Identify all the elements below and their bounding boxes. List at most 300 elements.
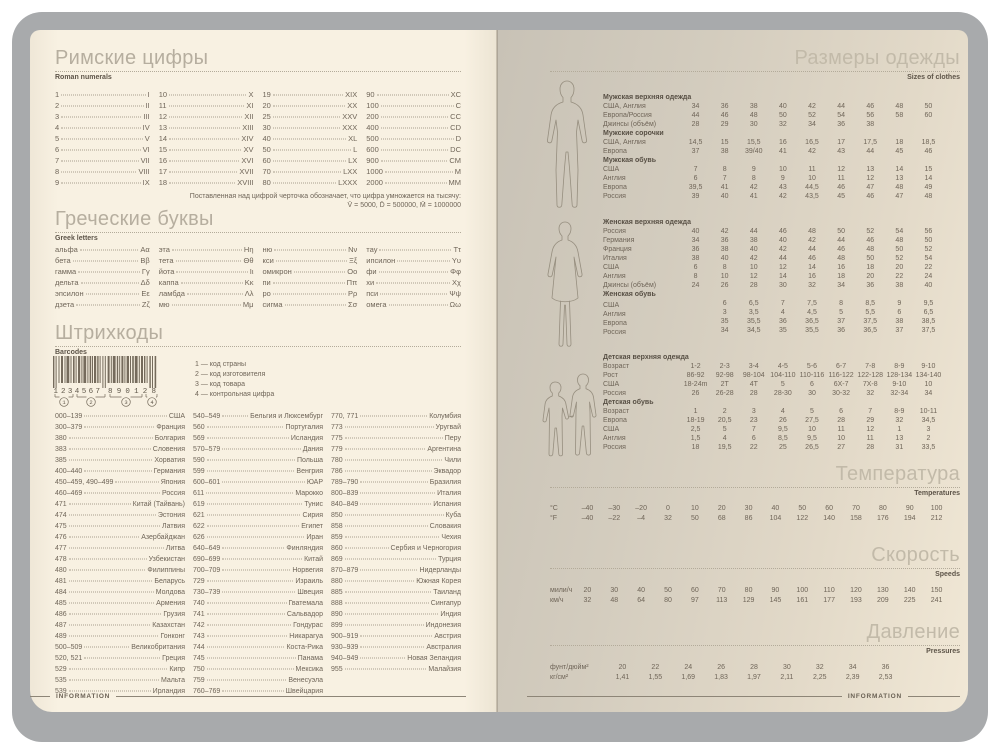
- greek-row: [159, 289, 254, 300]
- country-code: 626: [193, 534, 205, 541]
- size-value: 36: [778, 318, 787, 325]
- left-page-footer: [30, 693, 466, 700]
- footer-line: [30, 696, 50, 697]
- roman-row: [55, 123, 150, 134]
- women-sizes-table: [603, 219, 943, 336]
- roman-row: [366, 156, 461, 167]
- size-row: [603, 237, 943, 246]
- country-name: Никарагуа: [289, 633, 323, 640]
- country-name: Индия: [440, 611, 461, 618]
- size-value: 40: [720, 255, 729, 262]
- size-value: 12: [866, 426, 875, 433]
- size-row-values: [681, 237, 943, 244]
- letter-name: йота: [158, 267, 175, 276]
- roman-number: XII: [244, 112, 254, 121]
- roman-row: [263, 134, 358, 145]
- roman-row: [366, 112, 461, 123]
- country-code: 729: [193, 578, 205, 585]
- dot-leader: [345, 427, 434, 428]
- roman-row: [366, 167, 461, 178]
- country-row: [193, 424, 323, 435]
- roman-row: [366, 145, 461, 156]
- arabic-number: 3: [55, 112, 60, 121]
- size-row: [603, 193, 943, 202]
- letter-glyphs: Θθ: [243, 256, 254, 265]
- dot-leader: [206, 493, 293, 494]
- country-row: [193, 677, 323, 688]
- row-values: [574, 597, 950, 604]
- country-code: 500–509: [55, 644, 83, 651]
- size-row-label: США, Англия: [603, 139, 646, 146]
- country-code: 779: [331, 446, 343, 453]
- barcode-legend-item: 3 — код товара: [195, 381, 246, 388]
- country-row: [331, 611, 461, 622]
- size-value: 5: [810, 408, 814, 415]
- size-value: 110-116: [799, 372, 825, 379]
- size-value: 28: [691, 121, 700, 128]
- size-value: 35: [720, 318, 729, 325]
- value: 34: [848, 664, 857, 671]
- size-value: 38: [866, 121, 875, 128]
- arabic-number: 10: [158, 90, 168, 99]
- country-code: 520, 521: [55, 655, 83, 662]
- country-name: Аргентина: [427, 446, 461, 453]
- country-name: Эквадор: [433, 468, 461, 475]
- size-row: [603, 228, 943, 237]
- value: 80: [878, 505, 887, 512]
- country-row: [55, 413, 185, 424]
- country-code: 489: [55, 633, 67, 640]
- size-value: 46: [837, 184, 845, 191]
- size-value: 14: [895, 166, 904, 173]
- size-row-values: [681, 255, 943, 262]
- size-value: 38: [691, 255, 700, 262]
- country-code: 745: [193, 655, 205, 662]
- dot-leader: [380, 294, 447, 295]
- value: 1,83: [714, 673, 728, 681]
- country-name: Перу: [444, 435, 461, 442]
- size-value: 12: [749, 273, 758, 280]
- value: –40: [581, 514, 594, 522]
- size-row-label: Англия: [603, 175, 626, 182]
- country-name: Сербия и Черногория: [390, 545, 461, 552]
- country-code: 741: [193, 611, 205, 618]
- size-value: 6-7: [836, 363, 847, 370]
- dot-leader: [360, 647, 424, 648]
- country-row: [331, 666, 461, 677]
- letter-name: фи: [366, 267, 377, 276]
- value: 80: [664, 596, 672, 604]
- greek-row: [55, 256, 150, 267]
- roman-number: XIV: [241, 134, 254, 143]
- letter-glyphs: Ηη: [243, 245, 254, 254]
- size-value: 45: [837, 193, 845, 200]
- size-row-label: Англия: [603, 435, 626, 442]
- size-value: 12: [866, 175, 875, 182]
- size-row-label: Россия: [603, 193, 626, 200]
- country-name: Южная Корея: [416, 578, 461, 585]
- value: 1,55: [648, 673, 663, 681]
- roman-note-line1: Поставленная над цифрой черточка обозначает, что цифра умножается на тысячу:: [189, 193, 461, 200]
- dot-leader: [169, 139, 239, 140]
- country-name: Гондурас: [293, 622, 323, 629]
- size-value: 44: [866, 148, 875, 155]
- country-name: Чехия: [441, 534, 461, 541]
- country-name: Латвия: [162, 523, 185, 530]
- country-name: Великобритания: [131, 644, 185, 651]
- size-value: 22: [749, 444, 758, 451]
- value: 90: [905, 505, 914, 512]
- size-value: 39/40: [745, 148, 763, 155]
- arabic-number: 70: [262, 167, 271, 176]
- country-row: [193, 622, 323, 633]
- country-row: [55, 545, 185, 556]
- size-value: 11: [808, 166, 816, 173]
- roman-row: [55, 90, 150, 101]
- dot-leader: [222, 691, 283, 692]
- country-row: [55, 677, 185, 688]
- dot-leader: [84, 427, 154, 428]
- letter-glyphs: Ρρ: [347, 289, 358, 298]
- country-code: 600–601: [193, 479, 221, 486]
- size-value: 4,5: [807, 309, 817, 316]
- value: 60: [825, 505, 834, 512]
- size-row-label: США: [603, 302, 620, 309]
- size-row: [603, 148, 943, 157]
- arabic-number: 13: [158, 123, 168, 132]
- size-value: 44: [837, 237, 845, 244]
- letter-glyphs: Εε: [141, 289, 150, 298]
- size-row-values: [681, 166, 943, 173]
- value: 158: [850, 514, 862, 522]
- dot-leader: [273, 95, 343, 96]
- size-value: 32: [808, 282, 816, 289]
- dot-leader: [222, 416, 248, 417]
- roman-number: IV: [142, 123, 150, 132]
- dot-leader: [273, 117, 340, 118]
- size-value: 28: [866, 444, 875, 451]
- dot-leader: [207, 647, 285, 648]
- size-value: 34: [691, 237, 700, 244]
- letter-name: омега: [366, 300, 387, 309]
- size-value: 9,5: [807, 435, 817, 442]
- value: 140: [823, 514, 835, 522]
- roman-row: [159, 112, 254, 123]
- arabic-number: 12: [158, 112, 168, 121]
- page-gutter: [496, 30, 498, 712]
- roman-number: XVIII: [237, 178, 254, 187]
- roman-column: [366, 90, 461, 189]
- section-title: Греческие буквы: [55, 208, 214, 230]
- section-title: Температура: [835, 463, 960, 485]
- dot-leader: [345, 603, 429, 604]
- roman-number: CD: [450, 123, 461, 132]
- greek-letters-table: [55, 245, 461, 311]
- section-subtitle: Sizes of clothes: [907, 74, 960, 81]
- size-value: 34,5: [746, 327, 761, 334]
- size-value: 44,5: [805, 184, 819, 191]
- country-row: [193, 446, 323, 457]
- size-value: 42: [808, 148, 816, 155]
- size-value: 6: [722, 300, 727, 307]
- size-row-label: Европа: [603, 320, 627, 327]
- size-value: 92-98: [715, 372, 734, 379]
- country-row: [193, 600, 323, 611]
- size-value: 26: [691, 390, 700, 397]
- dot-leader: [61, 172, 136, 173]
- value: 30: [782, 664, 791, 671]
- roman-number: LXXX: [338, 178, 358, 187]
- dot-leader: [61, 161, 138, 162]
- country-code: 622: [193, 523, 205, 530]
- size-row-values: [681, 264, 943, 271]
- dot-leader: [61, 117, 141, 118]
- arabic-number: 9: [55, 178, 60, 187]
- dot-leader: [86, 294, 140, 295]
- size-value: 36: [837, 121, 845, 128]
- letter-name: сигма: [262, 300, 283, 309]
- roman-row: [263, 145, 358, 156]
- value: 209: [877, 596, 889, 604]
- dot-leader: [360, 636, 432, 637]
- roman-row: [263, 167, 358, 178]
- dot-leader: [360, 570, 417, 571]
- dot-leader: [345, 592, 432, 593]
- arabic-number: 15: [158, 145, 168, 154]
- section-title: Размеры одежды: [794, 47, 960, 69]
- country-code: 869: [331, 556, 343, 563]
- size-value: 48: [924, 193, 933, 200]
- country-name: Венгрия: [296, 468, 323, 475]
- country-row: [193, 633, 323, 644]
- letter-glyphs: Ββ: [140, 256, 150, 265]
- size-value: 8: [693, 273, 698, 280]
- greek-row: [263, 300, 358, 311]
- size-value: 9,5: [778, 426, 788, 433]
- roman-row: [159, 90, 254, 101]
- footer-line: [116, 696, 466, 697]
- arabic-number: 14: [158, 134, 168, 143]
- dot-leader: [377, 95, 449, 96]
- speed-row: [550, 587, 950, 597]
- roman-number: XIII: [242, 123, 254, 132]
- arabic-number: 5: [55, 134, 60, 143]
- roman-row: [263, 112, 358, 123]
- size-row: [603, 300, 943, 309]
- left-page: [30, 30, 497, 712]
- country-code: 789–790: [331, 479, 359, 486]
- size-value: 23: [749, 417, 758, 424]
- size-value: 47: [895, 193, 904, 200]
- roman-row: [263, 178, 358, 189]
- greek-column: [159, 245, 254, 311]
- roman-number: XXV: [342, 112, 358, 121]
- size-value: 37,5: [921, 327, 936, 334]
- country-name: Тунис: [304, 501, 323, 508]
- country-name: Дания: [302, 446, 323, 453]
- value: 32: [815, 664, 824, 671]
- size-row-label: Возраст: [603, 408, 630, 415]
- dot-leader: [222, 449, 301, 450]
- country-code: 800–839: [331, 490, 359, 497]
- size-value: 122-128: [857, 372, 884, 379]
- size-row: [603, 426, 943, 435]
- size-value: 44: [691, 112, 700, 119]
- dot-leader: [273, 283, 345, 284]
- section-title: Давление: [866, 621, 960, 643]
- size-value: 35: [778, 327, 787, 334]
- arabic-number: 400: [366, 123, 379, 132]
- value: 241: [930, 596, 943, 604]
- dot-leader: [207, 537, 305, 538]
- size-row: [603, 381, 943, 390]
- size-row: [603, 318, 943, 327]
- roman-row: [55, 178, 150, 189]
- country-code: 619: [193, 501, 205, 508]
- size-value: 36: [720, 237, 729, 244]
- size-value: 18,5: [921, 139, 936, 146]
- size-value: 8: [839, 300, 844, 307]
- arabic-number: 16: [158, 156, 168, 165]
- letter-glyphs: Νν: [348, 245, 358, 254]
- size-row-label: Россия: [603, 228, 626, 235]
- greek-row: [263, 278, 358, 289]
- country-name: ЮАР: [306, 479, 323, 486]
- arabic-number: 25: [262, 112, 271, 121]
- roman-row: [55, 145, 150, 156]
- country-code: 460–469: [55, 490, 83, 497]
- value: 80: [744, 587, 753, 594]
- size-value: 38,5: [921, 318, 936, 325]
- dot-leader: [169, 95, 246, 96]
- roman-row: [55, 156, 150, 167]
- country-row: [55, 611, 185, 622]
- size-value: 42: [778, 193, 787, 200]
- country-code: 400–440: [55, 468, 83, 475]
- size-value: 6: [693, 264, 698, 271]
- dot-leader: [61, 183, 140, 184]
- letter-name: ро: [262, 289, 271, 298]
- size-row-values: [681, 390, 943, 397]
- country-name: Новая Зеландия: [407, 655, 461, 662]
- dot-leader: [345, 548, 389, 549]
- size-value: 26: [778, 417, 787, 424]
- country-row: [193, 666, 323, 677]
- size-value: 9-10: [892, 381, 907, 388]
- roman-row: [366, 178, 461, 189]
- dot-leader: [84, 416, 167, 417]
- size-value: 36: [720, 103, 729, 110]
- size-value: 2-3: [719, 363, 730, 370]
- dot-leader: [385, 183, 447, 184]
- value: 30: [744, 505, 753, 512]
- letter-glyphs: Δδ: [140, 278, 150, 287]
- country-code: 888: [331, 600, 343, 607]
- country-code: 743: [193, 633, 205, 640]
- country-row: [193, 435, 323, 446]
- country-code: 474: [55, 512, 67, 519]
- greek-row: [55, 267, 150, 278]
- temperature-header: [550, 463, 960, 497]
- size-row-label: Европа/Россия: [603, 112, 652, 119]
- country-column: [55, 413, 185, 699]
- dot-leader: [376, 283, 450, 284]
- value: 177: [823, 596, 835, 604]
- size-row-values: [681, 444, 943, 451]
- section-subtitle: Greek letters: [55, 235, 98, 242]
- country-name: Филиппины: [147, 567, 185, 574]
- dot-leader: [69, 625, 151, 626]
- dot-leader: [69, 526, 160, 527]
- roman-number: LX: [348, 156, 358, 165]
- dot-leader: [276, 261, 347, 262]
- size-value: 13: [895, 175, 904, 182]
- arabic-number: 60: [262, 156, 271, 165]
- arabic-number: 8: [55, 167, 60, 176]
- sizes-header: [550, 47, 960, 81]
- size-value: 6: [897, 309, 902, 316]
- dot-leader: [176, 261, 242, 262]
- size-value: 1: [897, 426, 902, 433]
- size-value: 28: [749, 390, 758, 397]
- value: 50: [664, 587, 672, 594]
- greek-column: [366, 245, 461, 311]
- dot-leader: [78, 272, 140, 273]
- size-value: 1,5: [690, 435, 701, 442]
- dot-leader: [115, 482, 158, 483]
- country-code: 955: [331, 666, 343, 673]
- country-row: [193, 512, 323, 523]
- size-value: 49: [924, 184, 933, 191]
- size-value: 6: [693, 175, 698, 182]
- value: 70: [852, 505, 860, 512]
- size-value: 36: [691, 246, 700, 253]
- dot-leader: [360, 504, 431, 505]
- size-value: 10: [837, 435, 845, 442]
- size-value: 9: [780, 175, 785, 182]
- size-value: 54: [895, 228, 904, 235]
- value: 32: [583, 596, 592, 604]
- size-row-label: Англия: [603, 273, 626, 280]
- size-value: 48: [895, 103, 904, 110]
- size-value: 10: [749, 264, 758, 271]
- size-row-label: Рост: [603, 372, 618, 379]
- size-value: 38: [895, 282, 904, 289]
- country-name: Греция: [162, 655, 185, 662]
- country-row: [193, 589, 323, 600]
- country-row: [331, 578, 461, 589]
- roman-number: X: [248, 90, 254, 99]
- footer-label: INFORMATION: [56, 693, 111, 700]
- value: 2,25: [812, 673, 827, 681]
- dot-leader: [345, 471, 432, 472]
- country-name: Сингапур: [430, 600, 461, 607]
- dot-leader: [169, 150, 241, 151]
- roman-row: [159, 178, 254, 189]
- roman-number: I: [147, 90, 150, 99]
- size-row-label: Мужская верхняя одежда: [603, 94, 692, 101]
- roman-row: [159, 101, 254, 112]
- letter-name: ламбда: [158, 289, 185, 298]
- size-value: 48: [837, 255, 845, 262]
- dot-leader: [69, 691, 151, 692]
- size-value: 40: [691, 228, 700, 235]
- size-value: 24: [691, 282, 700, 289]
- country-row: [331, 501, 461, 512]
- value: 140: [903, 587, 916, 594]
- arabic-number: 7: [55, 156, 60, 165]
- dot-leader: [69, 636, 159, 637]
